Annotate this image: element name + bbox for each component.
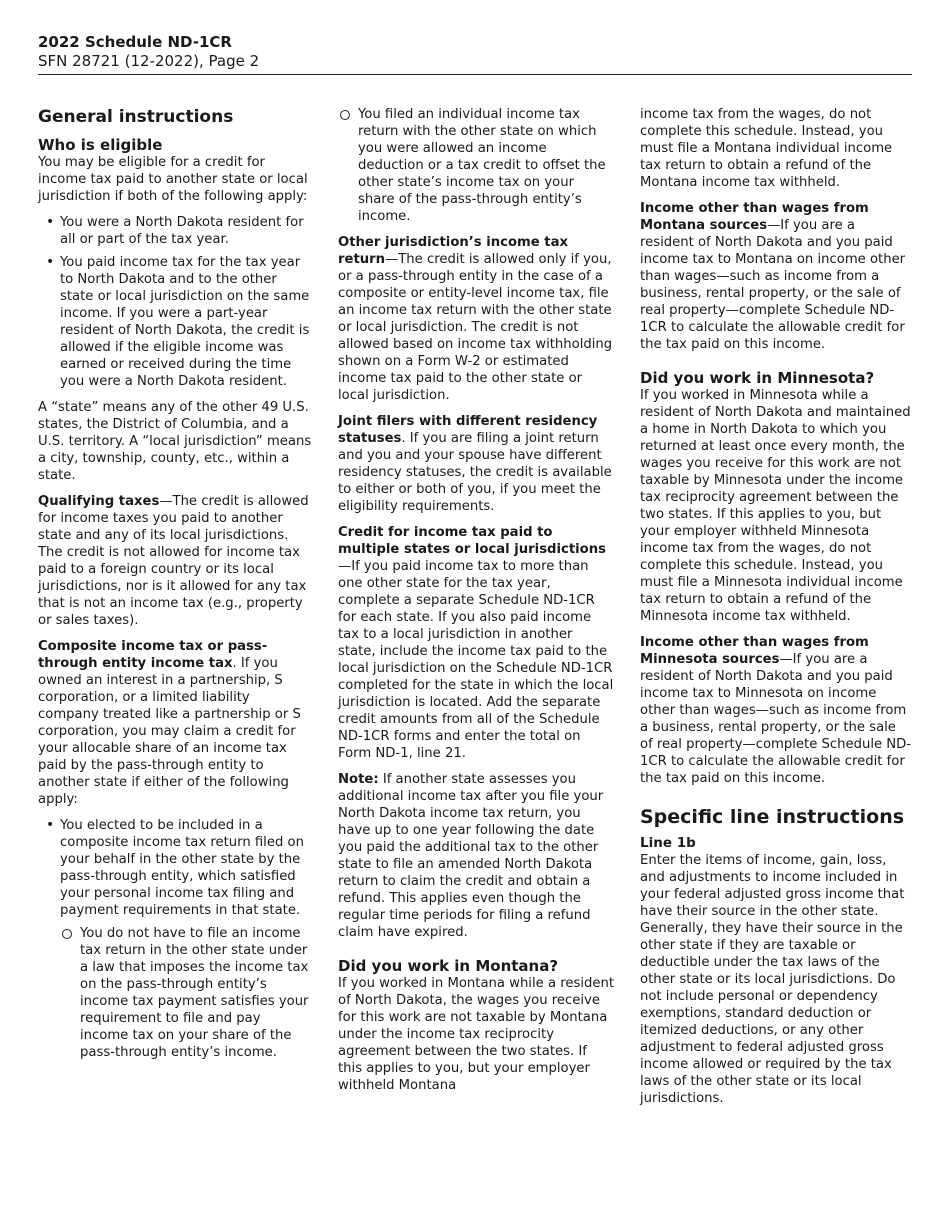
qualifying-taxes-label: Qualifying taxes: [38, 494, 160, 509]
line-1b-heading: Line 1b: [640, 835, 696, 851]
minnesota-other-income-label: Income other than wages from Minnesota sources: [640, 635, 869, 667]
sub-list-continued: [338, 106, 614, 225]
joint-filers-paragraph: [338, 413, 614, 515]
qualifying-taxes-text: —The credit is allowed for income taxes you paid to another state and any of its local jurisdictions. The credit is not allowed for income tax paid to a foreign country or its local jurisdictions, nor is it allowed for any tax that is not an income tax (e.g., property or sales taxes).: [38, 494, 309, 628]
montana-other-income-paragraph: [640, 200, 912, 353]
montana-heading: Did you work in Montana?: [338, 957, 559, 975]
composite-bullet-text: You elected to be included in a composite income tax return filed on your behalf in the other state by the pass-through entity, which satisfied your personal income tax filing and payment requirements in that state.: [60, 818, 304, 918]
other-jurisdiction-text: —The credit is allowed only if you, or a pass-through entity in the case of a composite or entity-level income tax, file an income tax return with the other state or local jurisdiction. The credit is not allowed based on income tax withholding shown on a Form W-2 or estimated income tax paid to the other state or local jurisdiction.: [338, 252, 613, 403]
montana-other-income-text: —If you are a resident of North Dakota and you paid income tax to Montana on income other than wages—such as income from a business, rental property, or the sale of real property—complete Schedule ND-1CR to calculate the allowable credit for the tax paid on this income.: [640, 218, 906, 352]
minnesota-text: If you worked in Minnesota while a resident of North Dakota and maintained a home in North Dakota to which you returned at least once every month, the wages you receive for this work are not taxable by Minnesota under the income tax reciprocity agreement between the two states. If this applies to you, but your employer withheld Minnesota income tax from the wages, do not complete this schedule. Instead, you must file a Minnesota individual income tax return to obtain a refund of the Minnesota income tax withheld.: [640, 388, 911, 624]
sub-list-item: You do not have to file an income tax return in the other state under a law that imposes the income tax on the pass-through entity’s income tax payment satisfies your requirement to file and pay income tax on your share of the pass-through entity’s income.: [60, 925, 312, 1061]
other-jurisdiction-label: Other jurisdiction’s income tax return: [338, 235, 568, 267]
composite-list: [38, 817, 312, 1061]
other-jurisdiction-paragraph: [338, 234, 614, 404]
list-item: • You paid income tax for the tax year to North Dakota and to the other state or local jurisdiction on the same income. If you were a part-year resident of North Dakota, the credit is allowed if the eligible income was earned or received during the time you were a North Dakota resident.: [38, 254, 312, 390]
multiple-states-paragraph: [338, 524, 614, 762]
column-3: [640, 106, 912, 1116]
minnesota-other-income-paragraph: [640, 634, 912, 787]
sub-list: [60, 925, 312, 1061]
note-label: Note:: [338, 772, 379, 787]
qualifying-taxes-paragraph: [38, 493, 312, 629]
who-eligible-heading: Who is eligible: [38, 136, 163, 154]
form-title: 2022 Schedule ND-1CR: [38, 33, 232, 51]
form-subtitle: SFN 28721 (12-2022), Page 2: [38, 52, 260, 70]
composite-tax-paragraph: [38, 638, 312, 808]
list-item: [38, 817, 312, 1061]
eligibility-list: [38, 214, 312, 390]
list-item: • You were a North Dakota resident for all or part of the tax year.: [38, 214, 312, 248]
state-definition: A “state” means any of the other 49 U.S. states, the District of Columbia, and a U.S. territory. A “local jurisdiction” means a city, township, county, etc., within a state.: [38, 400, 312, 483]
multiple-states-text: —If you paid income tax to more than one other state for the tax year, complete a separate Schedule ND-1CR for each state. If you also paid income tax to a local jurisdiction in another state, include the income tax paid to the local jurisdiction on the Schedule ND-1CR completed for the state in which the local jurisdiction is located. Add the separate credit amounts from all of the Schedule ND-1CR forms and enter the total on Form ND-1, line 21.: [338, 559, 614, 761]
montana-text: If you worked in Montana while a resident of North Dakota, the wages you receive for this work are not taxable by Montana under the income tax reciprocity agreement between the two states. If this applies to you, but your employer withheld Montana: [338, 976, 615, 1093]
joint-filers-label: Joint filers with different residency statuses: [338, 414, 598, 446]
page-header: [38, 33, 259, 71]
header-divider: [38, 74, 912, 75]
joint-filers-text: . If you are filing a joint return and you and your spouse have different residency statuses, the credit is available to either or both of you, if you meet the eligibility requirements.: [338, 431, 612, 514]
who-eligible-text: You may be eligible for a credit for income tax paid to another state or local jurisdiction if both of the following apply:: [38, 155, 308, 204]
multiple-states-label: Credit for income tax paid to multiple states or local jurisdictions: [338, 525, 606, 557]
minnesota-heading: Did you work in Minnesota?: [640, 369, 875, 387]
montana-other-income-label: Income other than wages from Montana sources: [640, 201, 869, 233]
specific-line-instructions-heading: Specific line instructions: [640, 806, 905, 828]
column-2: [338, 106, 614, 1103]
composite-tax-label: Composite income tax or pass-through entity income tax: [38, 639, 268, 671]
note-text: If another state assesses you additional income tax after you file your North Dakota income tax return, you have up to one year following the date you paid the additional tax to the other state to file an amended North Dakota return to claim the credit and obtain a refund. This applies even though the regular time periods for filing a refund claim have expired.: [338, 772, 604, 940]
line-1b-text: Enter the items of income, gain, loss, and adjustments to income included in your federal adjusted gross income that have their source in the other state. Generally, they have their source in the other state if they are taxable or deductible under the tax laws of the other state or its local jurisdictions. Do not include personal or dependency exemptions, standard deduction or itemized deductions, or any other adjustment to federal adjusted gross income allowed or required by the tax laws of the other state or its local jurisdictions.: [640, 853, 905, 1106]
note-paragraph: [338, 771, 614, 941]
column-1: [38, 106, 312, 1070]
composite-tax-text: . If you owned an interest in a partnership, S corporation, or a limited liability company treated like a partnership or S corporation, you may claim a credit for your allocable share of an income tax paid by the pass-through entity to another state if either of the following apply:: [38, 656, 301, 807]
montana-text-continued: income tax from the wages, do not complete this schedule. Instead, you must file a Montana individual income tax return to obtain a refund of the Montana income tax withheld.: [640, 107, 893, 190]
general-instructions-heading: General instructions: [38, 107, 234, 127]
sub-list-item: You filed an individual income tax return with the other state on which you were allowed an income deduction or a tax credit to offset the other state’s income tax on your share of the pass-through entity’s income.: [338, 106, 614, 225]
minnesota-other-income-text: —If you are a resident of North Dakota and you paid income tax to Minnesota on income other than wages—such as income from a business, rental property, or the sale of real property—complete Schedule ND-1CR to calculate the allowable credit for the tax paid on this income.: [640, 652, 912, 786]
